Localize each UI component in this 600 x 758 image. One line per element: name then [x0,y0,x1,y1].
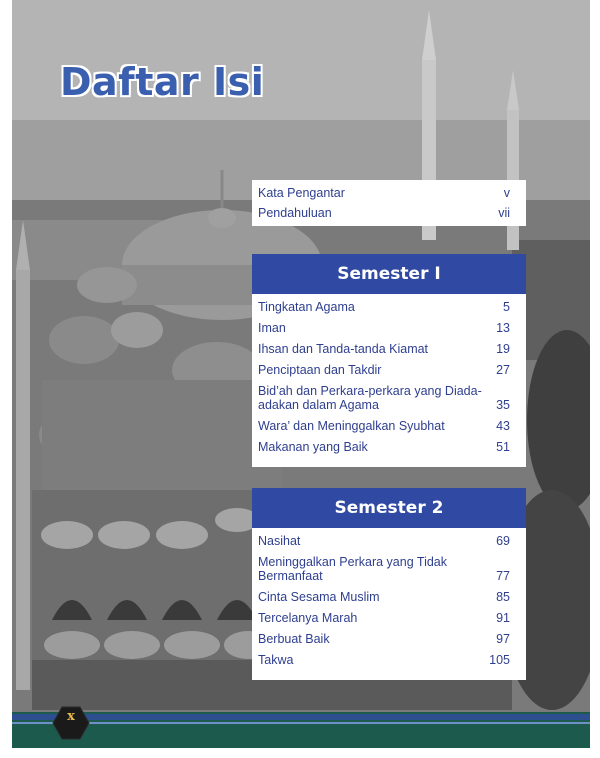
toc-entry-page: 51 [496,440,510,454]
toc-entry[interactable] [258,300,510,314]
toc-entry-page: 85 [496,590,510,604]
toc-entry[interactable] [258,384,510,412]
toc-entry-page: 105 [489,653,510,667]
toc-entry-label: Iman [258,321,286,335]
semester-1-heading: Semester I [252,254,526,294]
toc-entry-page: 35 [496,398,510,412]
semester-2-heading: Semester 2 [252,488,526,528]
toc-entry[interactable] [258,206,510,220]
bottom-margin [0,748,600,758]
toc-entry-label: Makanan yang Baik [258,440,368,454]
toc-entry-label: Pendahuluan [258,206,332,220]
toc-entry[interactable] [258,534,510,548]
toc-entry-label: Tingkatan Agama [258,300,355,314]
toc-entry-label: Cinta Sesama Muslim [258,590,380,604]
toc-entry-page: vii [498,206,510,220]
toc-entry-label: Takwa [258,653,294,667]
toc-entry[interactable] [258,611,510,625]
page-title: Daftar Isi [60,60,265,104]
toc-entry[interactable] [258,653,510,667]
toc-entry-label: Tercelanya Marah [258,611,358,625]
toc-entry[interactable] [258,632,510,646]
toc-entry-page: 27 [496,363,510,377]
semester-1-section [252,254,526,467]
toc-entry[interactable] [258,590,510,604]
toc-entry-page: 5 [503,300,510,314]
toc-entry-label: Wara’ dan Meninggalkan Syubhat [258,419,445,433]
toc-entry-label: Meninggalkan Perkara yang Tidak Bermanfaat [258,555,448,583]
toc-entry-label: Berbuat Baik [258,632,330,646]
footer-stripe [12,714,590,720]
toc-entry-label: Kata Pengantar [258,186,345,200]
toc-entry[interactable] [258,321,510,335]
toc-entry-label: Ihsan dan Tanda-tanda Kiamat [258,342,429,356]
toc-entry[interactable] [258,342,510,356]
toc-entry-page: 91 [496,611,510,625]
toc-entry-label: Nasihat [258,534,301,548]
footer-stripe-thin [12,722,590,724]
semester-2-list [252,528,526,680]
semester-2-section [252,488,526,680]
toc-entry[interactable] [258,186,510,200]
page-number: x [67,709,75,724]
toc-entry-page: 77 [496,569,510,583]
toc-entry-page: 13 [496,321,510,335]
toc-entry-label: Penciptaan dan Takdir [258,363,382,377]
toc-entry-page: 19 [496,342,510,356]
toc-entry-label: Bid’ah dan Perkara-perkara yang Diada-adakan dalam Agama [258,384,482,412]
semester-1-list [252,294,526,467]
toc-intro-box [252,180,526,226]
toc-entry[interactable] [258,555,510,583]
toc-entry-page: 97 [496,632,510,646]
toc-entry[interactable] [258,363,510,377]
toc-entry-page: 69 [496,534,510,548]
toc-entry[interactable] [258,440,510,454]
toc-entry-page: 43 [496,419,510,433]
toc-entry-page: v [503,186,510,200]
toc-entry[interactable] [258,419,510,433]
